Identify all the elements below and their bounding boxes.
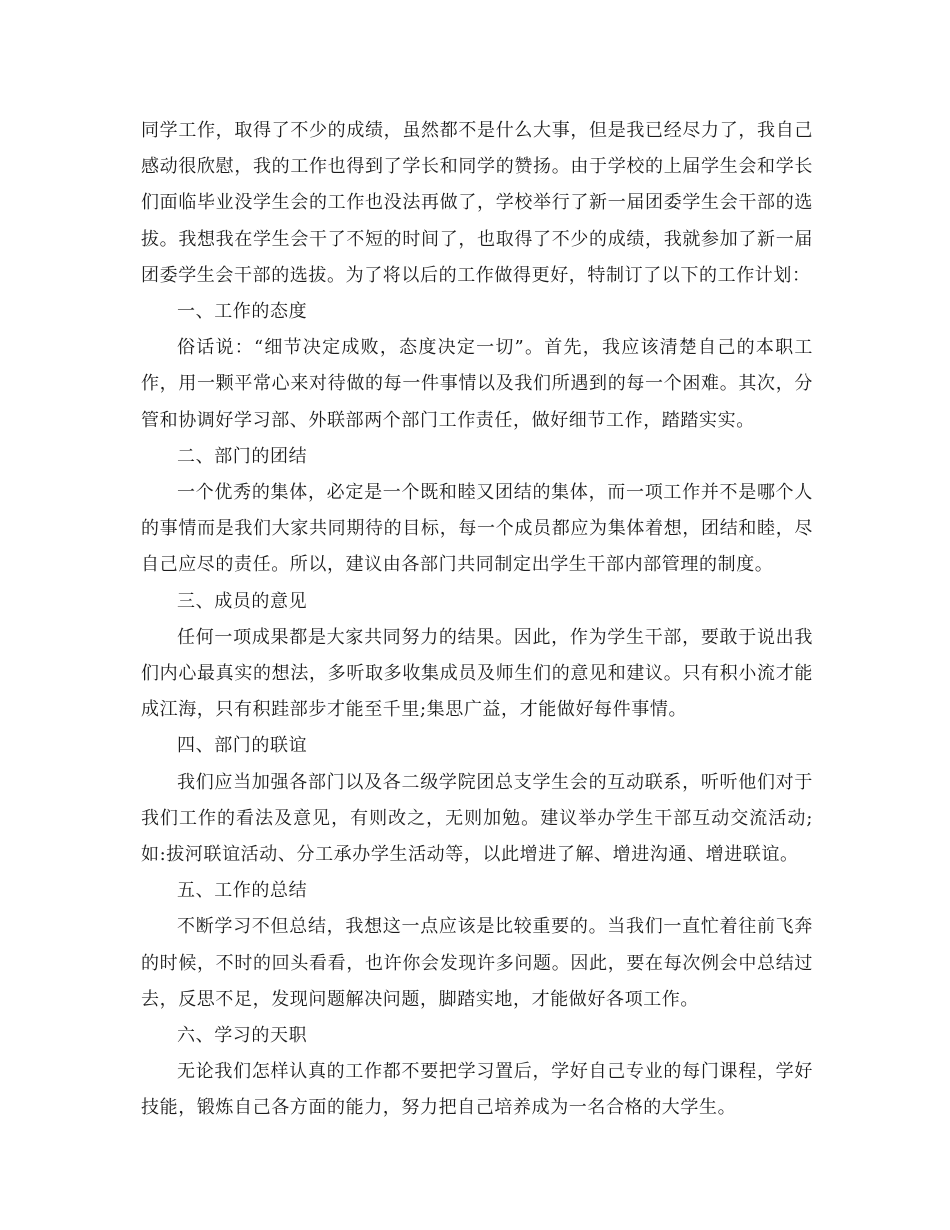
document-body xyxy=(141,113,813,1127)
section-heading-unity: 二、部门的团结 xyxy=(177,445,308,467)
intro-paragraph: 同学工作，取得了不少的成绩，虽然都不是什么大事，但是我已经尽力了，我自己感动很欣慰，我的工作也得到了学长和同学的赞扬。由于学校的上届学生会和学长们面临毕业没学生会的工作也没法再做了，学校举行了新一届团委学生会干部的选拔。我想我在学生会干了不短的时间了，也取得了不少的成绩，我就参加了新一届团委学生会干部的选拔。为了将以后的工作做得更好，特制订了以下的工作计划： xyxy=(141,120,813,286)
section-heading-study: 六、学习的天职 xyxy=(177,1025,308,1047)
paragraph-opinions: 任何一项成果都是大家共同努力的结果。因此，作为学生干部，要敢于说出我们内心最真实的想法，多听取多收集成员及师生们的意见和建议。只有积小流才能成江海，只有积跬部步才能至千里;集思广益，才能做好每件事情。 xyxy=(141,626,813,721)
paragraph-unity: 一个优秀的集体，必定是一个既和睦又团结的集体，而一项工作并不是哪个人的事情而是我们大家共同期待的目标，每一个成员都应为集体着想，团结和睦，尽自己应尽的责任。所以，建议由各部门共同制定出学生干部内部管理的制度。 xyxy=(141,482,813,576)
paragraph-study: 无论我们怎样认真的工作都不要把学习置后，学好自己专业的每门课程，学好技能，锻炼自己各方面的能力，努力把自己培养成为一名合格的大学生。 xyxy=(141,1061,813,1119)
paragraph-summary: 不断学习不但总结，我想这一点应该是比较重要的。当我们一直忙着往前飞奔的时候，不时的回头看看，也许你会发现许多问题。因此，要在每次例会中总结过去，反思不足，发现问题解决问题，脚踏实地，才能做好各项工作。 xyxy=(141,916,813,1010)
section-heading-opinions: 三、成员的意见 xyxy=(177,590,308,612)
section-heading-summary: 五、工作的总结 xyxy=(177,880,308,902)
paragraph-attitude: 俗话说：“细节决定成败，态度决定一切”。首先，我应该清楚自己的本职工作，用一颗平常心来对待做的每一件事情以及我们所遇到的每一个困难。其次，分管和协调好学习部、外联部两个部门工作责任，做好细节工作，踏踏实实。 xyxy=(141,337,813,431)
paragraph-liaison: 我们应当加强各部门以及各二级学院团总支学生会的互动联系，听听他们对于我们工作的看法及意见，有则改之，无则加勉。建议举办学生干部互动交流活动;如:拔河联谊活动、分工承办学生活动等，以此增进了解、增进沟通、增进联谊。 xyxy=(141,771,813,866)
section-heading-liaison: 四、部门的联谊 xyxy=(177,735,308,757)
section-heading-attitude: 一、工作的态度 xyxy=(177,301,308,323)
